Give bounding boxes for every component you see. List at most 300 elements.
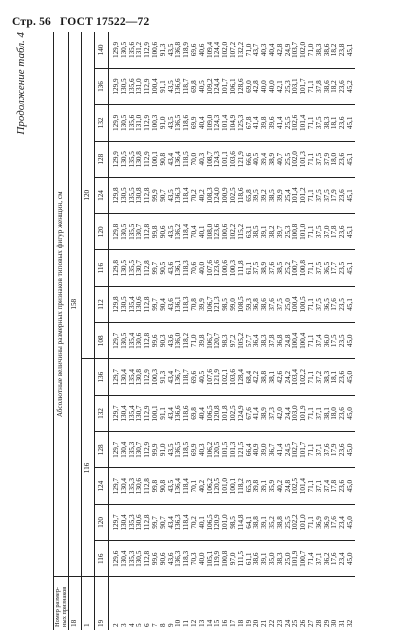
table-cell: 112,9 — [144, 105, 152, 141]
table-cell: 100,9 — [222, 177, 230, 213]
table-cell: 109,0 — [207, 105, 215, 141]
table-cell: 90,5 — [160, 250, 168, 286]
table-cell: 91,0 — [160, 432, 168, 468]
table-cell: 100,4 — [152, 68, 160, 104]
table-cell: 42,8 — [253, 68, 261, 104]
column-header: 108 — [95, 323, 109, 359]
table-cell: 114,8 — [238, 504, 246, 540]
table-cell: 18,0 — [331, 395, 339, 431]
table-cell: 66,6 — [246, 141, 254, 177]
table-cell: 111,8 — [238, 250, 246, 286]
table-cell: 90,4 — [160, 286, 168, 322]
table-cell: 37,1 — [316, 432, 324, 468]
table-cell: 118,3 — [183, 250, 191, 286]
table-cell: 129,7 — [113, 359, 121, 395]
table-cell: 25,5 — [285, 105, 293, 141]
table-cell: 36,9 — [324, 504, 332, 540]
table-cell: 106,5 — [207, 395, 215, 431]
table-cell: 102,5 — [230, 395, 238, 431]
table-cell: 100,3 — [152, 359, 160, 395]
table-cell: 37,6 — [269, 286, 277, 322]
table-cell: 37,5 — [316, 177, 324, 213]
table-cell: 100,3 — [152, 105, 160, 141]
table-cell: 23,6 — [339, 105, 347, 141]
table-cell: 37,0 — [324, 214, 332, 250]
table-cell: 101,4 — [300, 468, 308, 504]
table-cell: 36,5 — [324, 286, 332, 322]
table-cell: 100,8 — [292, 214, 300, 250]
row-number: 22 — [267, 619, 276, 627]
table-cell: 101,0 — [222, 504, 230, 540]
table-cell: 43,6 — [168, 250, 176, 286]
table-cell: 37,4 — [324, 468, 332, 504]
table-cell: 39,6 — [269, 105, 277, 141]
table-cell: 101,0 — [300, 214, 308, 250]
table-cell: 130,7 — [136, 250, 144, 286]
table-cell: 43,4 — [168, 141, 176, 177]
row-number: 6 — [143, 623, 152, 627]
table-cell: 135,3 — [129, 468, 137, 504]
table-cell: 91,0 — [160, 105, 168, 141]
table-cell: 108,3 — [207, 177, 215, 213]
table-cell: 106,5 — [207, 504, 215, 540]
table-cell: 40,6 — [199, 32, 207, 68]
table-cell: 45,0 — [347, 432, 355, 468]
table-cell: 107,6 — [207, 250, 215, 286]
table-cell: 40,4 — [199, 395, 207, 431]
table-cell: 38,8 — [261, 359, 269, 395]
table-cell: 70,3 — [191, 541, 199, 577]
table-cell: 65,8 — [246, 177, 254, 213]
table-cell: 36,7 — [269, 432, 277, 468]
table-cell: 35,2 — [269, 504, 277, 540]
table-cell: 101,1 — [222, 141, 230, 177]
table-cell: 43,5 — [168, 105, 176, 141]
table-cell: 24,9 — [285, 32, 293, 68]
row-number: 10 — [174, 619, 183, 627]
table-cell: 43,5 — [168, 432, 176, 468]
table-cell: 129,9 — [113, 141, 121, 177]
table-cell: 100,4 — [300, 323, 308, 359]
table-cell: 112,8 — [144, 504, 152, 540]
column-header: 132 — [95, 395, 109, 431]
table-cell: 40,7 — [277, 141, 285, 177]
table-cell: 70,0 — [191, 141, 199, 177]
table-cell: 136,2 — [175, 214, 183, 250]
corner-row-3: 19 — [95, 577, 109, 630]
table-cell: 23,6 — [339, 141, 347, 177]
table-cell: 40,4 — [269, 32, 277, 68]
table-cell: 102,1 — [222, 359, 230, 395]
table-cell: 38,1 — [324, 395, 332, 431]
table-cell: 130,5 — [121, 323, 129, 359]
table-cell: 115,2 — [238, 214, 246, 250]
table-cell: 23,6 — [339, 468, 347, 504]
table-cell: 43,6 — [168, 541, 176, 577]
table-cell: 37,8 — [269, 323, 277, 359]
table-cell: 108,7 — [207, 141, 215, 177]
table-cell: 102,0 — [300, 32, 308, 68]
table-cell: 100,5 — [300, 286, 308, 322]
rotated-table-block — [13, 32, 402, 630]
table-cell: 129,8 — [113, 250, 121, 286]
table-cell: 90,8 — [160, 468, 168, 504]
table-cell: 112,8 — [144, 177, 152, 213]
table-cell: 100,6 — [222, 214, 230, 250]
table-cell: 41,4 — [253, 105, 261, 141]
table-cell: 136,6 — [175, 395, 183, 431]
table-cell: 39,8 — [253, 468, 261, 504]
table-cell: 112,8 — [144, 541, 152, 577]
table-cell: 111,5 — [238, 541, 246, 577]
table-cell: 112,8 — [144, 214, 152, 250]
table-cell: 23,4 — [339, 504, 347, 540]
table-cell: 130,6 — [136, 323, 144, 359]
table-cell: 129,8 — [113, 177, 121, 213]
table-cell: 118,4 — [183, 468, 191, 504]
table-cell: 135,6 — [129, 68, 137, 104]
table-cell: 101,3 — [300, 141, 308, 177]
table-cell: 120,5 — [214, 468, 222, 504]
table-cell: 69,6 — [191, 32, 199, 68]
table-cell: 23,6 — [339, 359, 347, 395]
table-cell: 39,1 — [261, 468, 269, 504]
table-cell: 101,9 — [292, 541, 300, 577]
table-cell: 43,5 — [168, 68, 176, 104]
table-cell: 37,1 — [316, 541, 324, 577]
table-cell: 70,8 — [191, 286, 199, 322]
table-cell: 45,1 — [347, 250, 355, 286]
table-cell: 69,0 — [246, 68, 254, 104]
table-cell: 40,4 — [199, 105, 207, 141]
row-number: 2 — [112, 623, 120, 627]
table-cell: 63,1 — [246, 214, 254, 250]
table-cell: 135,5 — [129, 177, 137, 213]
table-cell: 71,0 — [246, 32, 254, 68]
table-cell: 118,6 — [183, 105, 191, 141]
table-cell: 130,8 — [136, 141, 144, 177]
table-cell: 98,5 — [222, 286, 230, 322]
table-cell: 37,1 — [316, 468, 324, 504]
table-cell: 136,0 — [175, 323, 183, 359]
row-number: 15 — [213, 619, 222, 627]
row-number: 5 — [135, 623, 144, 627]
table-cell: 130,5 — [121, 214, 129, 250]
row-number: 9 — [166, 623, 175, 627]
table-cell: 37,6 — [269, 250, 277, 286]
table-cell: 121,3 — [214, 286, 222, 322]
table-cell: 71,1 — [308, 177, 316, 213]
table-cell: 118,9 — [183, 32, 191, 68]
row-number: 31 — [338, 619, 347, 627]
table-cell: 129,9 — [113, 105, 121, 141]
column-header: 120 — [95, 504, 109, 540]
row-number: 27 — [306, 619, 315, 627]
table-cell: 23,6 — [339, 214, 347, 250]
table-cell: 38,3 — [324, 105, 332, 141]
table-cell: 71,1 — [308, 68, 316, 104]
table-cell: 25,5 — [285, 141, 293, 177]
table-cell: 100,3 — [230, 250, 238, 286]
table-cell: 36,5 — [324, 250, 332, 286]
table-cell: 40,1 — [199, 504, 207, 540]
row-number: 21 — [260, 619, 269, 627]
table-cell: 67,6 — [246, 395, 254, 431]
table-cell: 17,8 — [331, 214, 339, 250]
table-cell: 102,5 — [292, 468, 300, 504]
table-cell: 118,3 — [183, 541, 191, 577]
table-cell: 130,5 — [121, 105, 129, 141]
table-cell: 38,5 — [269, 177, 277, 213]
table-cell: 71,1 — [308, 468, 316, 504]
table-cell: 120,7 — [214, 323, 222, 359]
table-cell: 38,8 — [277, 504, 285, 540]
table-cell: 99,9 — [152, 432, 160, 468]
table-cell: 136,8 — [175, 32, 183, 68]
table-cell: 97,2 — [230, 323, 238, 359]
table-cell: 132,2 — [238, 32, 246, 68]
corner-row-1: 18 — [69, 577, 82, 630]
table-cell: 71,1 — [308, 105, 316, 141]
table-cell: 135,4 — [129, 323, 137, 359]
table-cell: 112,8 — [144, 323, 152, 359]
table-cell: 112,9 — [144, 141, 152, 177]
table-cell: 102,7 — [292, 432, 300, 468]
table-cell: 38,3 — [316, 32, 324, 68]
table-cell: 43,6 — [168, 323, 176, 359]
table-cell: 101,2 — [300, 177, 308, 213]
table-cell: 37,5 — [277, 286, 285, 322]
table-cell: 112,9 — [144, 32, 152, 68]
table-cell: 121,5 — [238, 432, 246, 468]
row-number: 13 — [197, 619, 206, 627]
table-cell: 37,5 — [253, 250, 261, 286]
table-cell: 101,7 — [222, 68, 230, 104]
table-cell: 91,3 — [160, 32, 168, 68]
table-cell: 39,7 — [277, 214, 285, 250]
row-number: 16 — [221, 619, 230, 627]
table-cell: 120,9 — [214, 504, 222, 540]
table-cell: 135,6 — [129, 105, 137, 141]
table-cell: 71,1 — [308, 214, 316, 250]
table-cell: 121,9 — [238, 141, 246, 177]
table-cell: 40,3 — [261, 32, 269, 68]
table-cell: 100,8 — [222, 541, 230, 577]
table-cell: 100,6 — [152, 32, 160, 68]
table-cell: 23,5 — [339, 286, 347, 322]
page-header — [12, 16, 155, 28]
table-cell: 45,1 — [347, 177, 355, 213]
table-cell: 23,6 — [339, 395, 347, 431]
table-cell: 136,1 — [175, 286, 183, 322]
table-cell: 135,3 — [129, 504, 137, 540]
table-cell: 39,2 — [261, 177, 269, 213]
table-cell: 118,5 — [183, 432, 191, 468]
table-cell: 37,2 — [316, 359, 324, 395]
table-cell: 101,4 — [222, 105, 230, 141]
table-cell: 99,7 — [152, 250, 160, 286]
table-cell: 125,3 — [238, 105, 246, 141]
table-cell: 42,2 — [253, 359, 261, 395]
table-cell: 37,9 — [324, 141, 332, 177]
table-cell: 101,7 — [300, 68, 308, 104]
table-cell: 39,1 — [261, 541, 269, 577]
table-cell: 35,9 — [269, 468, 277, 504]
table-cell: 130,8 — [136, 177, 144, 213]
table-cell: 130,5 — [121, 286, 129, 322]
row-number: 17 — [228, 619, 237, 627]
table-cell: 130,5 — [121, 250, 129, 286]
table-cell: 23,4 — [339, 541, 347, 577]
table-cell: 40,1 — [199, 214, 207, 250]
table-cell: 25,0 — [285, 286, 293, 322]
table-cell: 130,7 — [136, 432, 144, 468]
table-cell: 118,3 — [183, 286, 191, 322]
table-cell: 37,5 — [316, 214, 324, 250]
top-header: Абсолютные величины размерных признаков типовых фигур женщин, см — [54, 32, 69, 577]
table-cell: 43,7 — [253, 32, 261, 68]
table-cell: 109,4 — [207, 32, 215, 68]
table-cell: 69,9 — [191, 432, 199, 468]
table-cell: 25,5 — [285, 504, 293, 540]
table-cell: 104,9 — [230, 105, 238, 141]
table-cell: 39,0 — [261, 432, 269, 468]
table-cell: 103,0 — [292, 395, 300, 431]
table-cell: 38,1 — [269, 359, 277, 395]
column-header: 116 — [95, 541, 109, 577]
table-cell: 112,8 — [144, 468, 152, 504]
column-header: 112 — [95, 286, 109, 322]
table-cell: 136,7 — [175, 359, 183, 395]
row-number: 26 — [299, 619, 308, 627]
table-cell: 98,5 — [230, 504, 238, 540]
table-cell: 118,6 — [183, 395, 191, 431]
table-cell: 38,6 — [324, 32, 332, 68]
table-cell: 18,2 — [331, 32, 339, 68]
table-cell: 119,9 — [214, 541, 222, 577]
table-cell: 40,0 — [269, 68, 277, 104]
table-cell: 71,1 — [308, 359, 316, 395]
table-cell: 38,9 — [261, 395, 269, 431]
table-cell: 130,5 — [121, 177, 129, 213]
table-cell: 35,0 — [269, 541, 277, 577]
table-cell: 71,1 — [308, 141, 316, 177]
row-number: 14 — [205, 619, 214, 627]
table-cell: 106,7 — [207, 286, 215, 322]
table-cell: 38,9 — [261, 250, 269, 286]
table-cell: 38,8 — [253, 504, 261, 540]
table-cell: 106,2 — [207, 468, 215, 504]
table-cell: 98,3 — [222, 323, 230, 359]
table-cell: 100,1 — [152, 141, 160, 177]
table-cell: 25,3 — [285, 68, 293, 104]
table-cell: 17,6 — [331, 286, 339, 322]
row-number: 30 — [330, 619, 339, 627]
table-cell: 100,7 — [300, 541, 308, 577]
table-cell: 71,1 — [308, 286, 316, 322]
table-cell: 99,6 — [152, 323, 160, 359]
table-cell: 124,4 — [214, 32, 222, 68]
table-cell: 91,1 — [160, 395, 168, 431]
table-cell: 100,1 — [152, 395, 160, 431]
table-cell: 131,0 — [136, 105, 144, 141]
table-cell: 130,5 — [121, 68, 129, 104]
table-cell: 64,1 — [246, 504, 254, 540]
table-cell: 99,8 — [152, 468, 160, 504]
table-cell: 97,0 — [230, 541, 238, 577]
table-cell: 130,4 — [121, 432, 129, 468]
table-cell: 45,0 — [347, 504, 355, 540]
row-number: 32 — [345, 619, 354, 627]
table-cell: 42,0 — [277, 395, 285, 431]
table-cell: 130,4 — [121, 541, 129, 577]
table-cell: 130,4 — [121, 395, 129, 431]
table-cell: 112,8 — [144, 286, 152, 322]
table-cell: 128,4 — [238, 359, 246, 395]
row-number: 18 — [236, 619, 245, 627]
table-cell: 131,2 — [136, 32, 144, 68]
table-cell: 118,2 — [183, 323, 191, 359]
row-number: 3 — [119, 623, 128, 627]
table-cell: 45,0 — [347, 541, 355, 577]
table-cell: 17,6 — [331, 541, 339, 577]
table-cell: 43,4 — [168, 395, 176, 431]
table-cell: 66,4 — [246, 432, 254, 468]
table-cell: 45,0 — [347, 395, 355, 431]
table-cell: 90,6 — [160, 214, 168, 250]
level2-left-header: 116 — [82, 359, 95, 577]
table-cell: 130,7 — [136, 395, 144, 431]
table-cell: 102,0 — [222, 32, 230, 68]
table-cell: 102,0 — [292, 141, 300, 177]
table-cell: 118,2 — [238, 468, 246, 504]
table-cell: 135,6 — [129, 32, 137, 68]
table-cell: 108,0 — [207, 214, 215, 250]
table-cell: 37,1 — [316, 395, 324, 431]
table-cell: 40,2 — [199, 177, 207, 213]
table-cell: 43,5 — [168, 177, 176, 213]
table-cell: 130,5 — [121, 141, 129, 177]
table-cell: 123,6 — [214, 214, 222, 250]
table-cell: 38,3 — [324, 359, 332, 395]
table-cell: 118,5 — [183, 141, 191, 177]
table-cell: 45,0 — [347, 359, 355, 395]
table-cell: 18,1 — [331, 359, 339, 395]
table-cell: 25,3 — [285, 214, 293, 250]
table-cell: 124,9 — [238, 395, 246, 431]
table-cell: 118,7 — [183, 359, 191, 395]
table-cell: 136,1 — [175, 250, 183, 286]
table-cell: 102,6 — [292, 105, 300, 141]
table-cell: 90,6 — [160, 541, 168, 577]
table-cell: 100,4 — [292, 323, 300, 359]
table-cell: 39,4 — [261, 141, 269, 177]
column-header: 132 — [95, 105, 109, 141]
table-cell: 40,0 — [199, 541, 207, 577]
level1-header: 158 — [69, 32, 82, 577]
table-cell: 42,1 — [277, 68, 285, 104]
table-cell: 43,4 — [168, 359, 176, 395]
row-number: 20 — [252, 619, 261, 627]
table-cell: 135,3 — [129, 541, 137, 577]
table-cell: 101,0 — [222, 468, 230, 504]
row-number: 23 — [275, 619, 284, 627]
table-cell: 69,6 — [191, 359, 199, 395]
table-cell: 68,4 — [246, 359, 254, 395]
table-cell: 71,1 — [308, 250, 316, 286]
table-cell: 118,7 — [183, 68, 191, 104]
table-cell: 106,2 — [207, 432, 215, 468]
